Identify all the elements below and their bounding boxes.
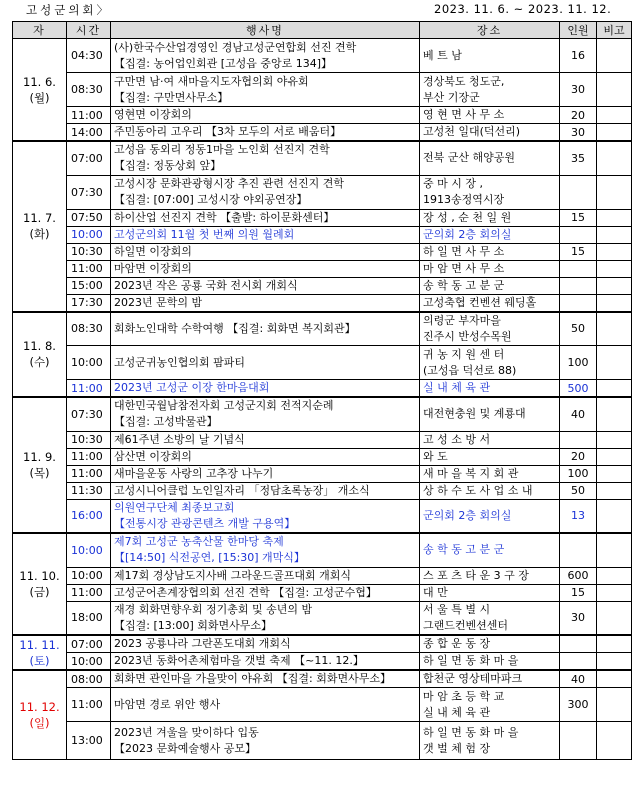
event-place bbox=[420, 107, 560, 124]
event-name bbox=[111, 397, 420, 431]
event-name bbox=[111, 499, 420, 533]
event-place bbox=[420, 141, 560, 175]
event-name-line: 2023 공룡나라 그란폰도대회 개회식 bbox=[114, 637, 291, 650]
event-place bbox=[420, 653, 560, 671]
event-time: 11:00 bbox=[67, 448, 111, 465]
event-name-line: 고성시장 문화관광형시장 추진 관련 선진지 견학 bbox=[114, 177, 345, 190]
event-place-line: 군의회 2층 회의실 bbox=[423, 508, 512, 522]
org-title: 고성군의회〉 bbox=[26, 3, 112, 17]
event-place bbox=[420, 688, 560, 722]
table-row bbox=[13, 124, 632, 142]
event-place bbox=[420, 380, 560, 398]
event-name bbox=[111, 226, 420, 243]
event-place bbox=[420, 260, 560, 277]
event-name-line: 고성군귀농인협의회 팜파티 bbox=[114, 355, 246, 369]
event-place-line: 전북 군산 해양공원 bbox=[423, 151, 516, 165]
event-place-line: 실 내 체 육 관 bbox=[423, 705, 491, 719]
table-row bbox=[13, 653, 632, 671]
event-place bbox=[420, 499, 560, 533]
attendee-count bbox=[560, 533, 597, 567]
attendee-count: 40 bbox=[560, 670, 597, 688]
table-row bbox=[13, 533, 632, 567]
attendee-count: 13 bbox=[560, 499, 597, 533]
note-cell bbox=[597, 670, 632, 688]
event-place-line: 영 현 면 사 무 소 bbox=[423, 108, 505, 121]
event-place bbox=[420, 209, 560, 226]
table-row bbox=[13, 39, 632, 73]
table-row bbox=[13, 73, 632, 107]
event-name bbox=[111, 670, 420, 688]
event-place-line: 고성천 일대(덕선리) bbox=[423, 125, 521, 138]
event-name-line: 의원연구단체 최종보고회 bbox=[114, 500, 235, 514]
event-time: 11:30 bbox=[67, 482, 111, 499]
event-place-line: 부산 기장군 bbox=[423, 90, 480, 104]
event-place bbox=[420, 670, 560, 688]
day-weekday: (금) bbox=[29, 585, 50, 599]
note-cell bbox=[597, 294, 632, 312]
day-weekday: (목) bbox=[29, 466, 50, 480]
event-place-line: 의령군 부자마을 bbox=[423, 313, 501, 327]
event-name-line: 2023년 문학의 밤 bbox=[114, 295, 203, 309]
event-place-line: 군의회 2층 회의실 bbox=[423, 227, 512, 241]
day-date: 11. 8. bbox=[23, 339, 56, 354]
event-place-line: 그랜드컨벤션센터 bbox=[423, 618, 509, 632]
event-place-line: 송 학 동 고 분 군 bbox=[423, 543, 505, 557]
event-name-line: 하이산업 선진지 견학 【출발: 하이문화센터】 bbox=[114, 210, 335, 224]
note-cell bbox=[597, 141, 632, 175]
event-place bbox=[420, 124, 560, 142]
event-time: 11:00 bbox=[67, 584, 111, 601]
note-cell bbox=[597, 448, 632, 465]
note-cell bbox=[597, 482, 632, 499]
event-place bbox=[420, 601, 560, 635]
event-name bbox=[111, 722, 420, 760]
col-event-header: 행사명 bbox=[111, 22, 420, 39]
event-place-line: 서 울 특 별 시 bbox=[423, 602, 491, 616]
table-row bbox=[13, 260, 632, 277]
event-place bbox=[420, 567, 560, 584]
event-place-line: 경상북도 청도군, bbox=[423, 74, 505, 88]
note-cell bbox=[597, 277, 632, 294]
table-row bbox=[13, 397, 632, 431]
event-name-line: 【[14:50] 식전공연, [15:30] 개막식】 bbox=[114, 551, 305, 565]
event-name bbox=[111, 277, 420, 294]
day-weekday: (일) bbox=[29, 716, 50, 730]
attendee-count: 300 bbox=[560, 688, 597, 722]
event-time: 11:00 bbox=[67, 688, 111, 722]
note-cell bbox=[597, 653, 632, 671]
attendee-count: 20 bbox=[560, 448, 597, 465]
event-name-line: 【집결: 구만면사무소】 bbox=[114, 90, 229, 104]
event-name-line: 【집결: [13:00] 회화면사무소】 bbox=[114, 618, 272, 632]
event-place-line: 하 일 면 동 화 마 을 bbox=[423, 654, 519, 667]
attendee-count bbox=[560, 277, 597, 294]
event-name bbox=[111, 567, 420, 584]
event-place-line: 중 마 시 장 , bbox=[423, 177, 483, 190]
attendee-count: 16 bbox=[560, 39, 597, 73]
event-place bbox=[420, 346, 560, 380]
event-name-line: 제61주년 소방의 날 기념식 bbox=[114, 432, 245, 446]
event-place-line: 대전현충원 및 계룡대 bbox=[423, 407, 526, 421]
attendee-count: 100 bbox=[560, 346, 597, 380]
event-time: 08:30 bbox=[67, 312, 111, 346]
col-day-header: 자 bbox=[13, 22, 67, 39]
event-place bbox=[420, 722, 560, 760]
attendee-count bbox=[560, 653, 597, 671]
table-row bbox=[13, 482, 632, 499]
event-place-line: 송 학 동 고 분 군 bbox=[423, 278, 505, 292]
event-place bbox=[420, 431, 560, 448]
event-place bbox=[420, 294, 560, 312]
event-place bbox=[420, 312, 560, 346]
day-date: 11. 9. bbox=[23, 450, 56, 464]
event-time: 11:00 bbox=[67, 260, 111, 277]
event-name bbox=[111, 601, 420, 635]
event-name bbox=[111, 39, 420, 73]
day-date: 11. 7. bbox=[23, 211, 56, 226]
event-name bbox=[111, 448, 420, 465]
attendee-count: 30 bbox=[560, 601, 597, 635]
attendee-count: 35 bbox=[560, 141, 597, 175]
event-name-line: 고성읍 동외리 정동1마을 노인회 선진지 견학 bbox=[114, 143, 330, 157]
event-name-line: 고성시니어클럽 노인일자리 「정담초록농장」 개소식 bbox=[114, 483, 370, 497]
event-time: 17:30 bbox=[67, 294, 111, 312]
event-time: 10:00 bbox=[67, 226, 111, 243]
event-name-line: 대한민국월남참전자회 고성군지회 전적지순례 bbox=[114, 399, 334, 413]
col-count-header: 인원 bbox=[560, 22, 597, 39]
event-time: 10:30 bbox=[67, 431, 111, 448]
event-name-line: 고성군의회 11월 첫 번째 의원 월례회 bbox=[114, 227, 295, 241]
event-name bbox=[111, 312, 420, 346]
event-time: 07:00 bbox=[67, 635, 111, 653]
note-cell bbox=[597, 312, 632, 346]
attendee-count bbox=[560, 260, 597, 277]
event-place-line: 마 암 면 사 무 소 bbox=[423, 261, 505, 275]
table-row bbox=[13, 635, 632, 653]
attendee-count: 15 bbox=[560, 243, 597, 260]
event-name bbox=[111, 465, 420, 482]
event-time: 18:00 bbox=[67, 601, 111, 635]
attendee-count: 500 bbox=[560, 380, 597, 398]
day-cell bbox=[13, 312, 67, 398]
event-name-line: 주민동아리 고우리 【3차 모두의 서로 배움터】 bbox=[114, 125, 342, 138]
event-place-line: 와 도 bbox=[423, 449, 448, 463]
note-cell bbox=[597, 397, 632, 431]
event-name bbox=[111, 380, 420, 398]
event-time: 10:00 bbox=[67, 533, 111, 567]
day-cell bbox=[13, 397, 67, 533]
table-row bbox=[13, 722, 632, 760]
event-name-line: 【집결: [07:00] 고성시장 야외공연장】 bbox=[114, 193, 308, 206]
event-time: 08:30 bbox=[67, 73, 111, 107]
event-place bbox=[420, 39, 560, 73]
note-cell bbox=[597, 584, 632, 601]
event-time: 10:00 bbox=[67, 567, 111, 584]
event-time: 07:30 bbox=[67, 175, 111, 209]
event-name-line: 【집결: 고성박물관】 bbox=[114, 415, 218, 429]
note-cell bbox=[597, 124, 632, 142]
note-cell bbox=[597, 209, 632, 226]
event-place bbox=[420, 533, 560, 567]
note-cell bbox=[597, 465, 632, 482]
event-name-line: 2023년 고성군 이장 한마음대회 bbox=[114, 381, 270, 394]
event-name bbox=[111, 294, 420, 312]
event-name-line: 제17회 경상남도지사배 그라운드골프대회 개회식 bbox=[114, 568, 352, 582]
event-time: 10:30 bbox=[67, 243, 111, 260]
event-name bbox=[111, 175, 420, 209]
attendee-count: 50 bbox=[560, 312, 597, 346]
attendee-count bbox=[560, 431, 597, 448]
event-place bbox=[420, 243, 560, 260]
note-cell bbox=[597, 601, 632, 635]
event-name bbox=[111, 346, 420, 380]
attendee-count: 15 bbox=[560, 209, 597, 226]
attendee-count: 50 bbox=[560, 482, 597, 499]
event-place-line: 진주시 반성수목원 bbox=[423, 329, 512, 343]
event-place-line: 장 성 , 순 천 일 원 bbox=[423, 210, 512, 224]
day-date: 11. 10. bbox=[19, 569, 60, 583]
event-name-line: 2023년 작은 공룡 국화 전시회 개회식 bbox=[114, 278, 298, 292]
event-place-line: 하 일 면 사 무 소 bbox=[423, 244, 505, 258]
note-cell bbox=[597, 431, 632, 448]
table-row bbox=[13, 346, 632, 380]
event-place-line: 마 암 초 등 학 교 bbox=[423, 689, 505, 703]
note-cell bbox=[597, 260, 632, 277]
day-cell bbox=[13, 635, 67, 670]
event-name-line: (사)한국수산업경영인 경남고성군연합회 선진 견학 bbox=[114, 40, 357, 54]
event-name-line: 재경 회화면향우회 정기총회 및 송년의 밤 bbox=[114, 602, 313, 616]
event-name-line: 마암면 이장회의 bbox=[114, 261, 192, 275]
note-cell bbox=[597, 226, 632, 243]
attendee-count: 40 bbox=[560, 397, 597, 431]
event-time: 10:00 bbox=[67, 653, 111, 671]
note-cell bbox=[597, 107, 632, 124]
page-header bbox=[0, 0, 640, 22]
event-name bbox=[111, 260, 420, 277]
event-name bbox=[111, 431, 420, 448]
attendee-count: 30 bbox=[560, 73, 597, 107]
event-place bbox=[420, 73, 560, 107]
event-place-line: 상 하 수 도 사 업 소 내 bbox=[423, 483, 533, 497]
event-name-line: 2023년 동화어촌체험마을 갯벌 축제 【~11. 12.】 bbox=[114, 654, 364, 667]
event-name bbox=[111, 482, 420, 499]
attendee-count bbox=[560, 722, 597, 760]
event-name-line: 회화면 관인마을 가을맞이 야유회 【집결: 회화면사무소】 bbox=[114, 672, 391, 685]
table-row bbox=[13, 670, 632, 688]
table-row bbox=[13, 431, 632, 448]
event-name-line: 【2023 문화예술행사 공모】 bbox=[114, 741, 256, 755]
col-time-header: 시간 bbox=[67, 22, 111, 39]
event-place bbox=[420, 226, 560, 243]
event-name-line: 하일면 이장회의 bbox=[114, 244, 192, 258]
day-weekday: (월) bbox=[29, 90, 50, 105]
event-name-line: 【집결: 농어업인회관 [고성읍 중앙로 134]】 bbox=[114, 56, 333, 70]
note-cell bbox=[597, 635, 632, 653]
event-place-line: 1913송정역시장 bbox=[423, 193, 505, 206]
event-place-line: 새 마 을 복 지 회 관 bbox=[423, 466, 519, 480]
event-time: 04:30 bbox=[67, 39, 111, 73]
event-name bbox=[111, 243, 420, 260]
event-place-line: 합천군 영상테마파크 bbox=[423, 672, 523, 685]
event-name bbox=[111, 209, 420, 226]
day-weekday: (수) bbox=[29, 355, 50, 370]
event-name-line: 고성군어촌계장협의회 선진 견학 【집결: 고성군수협】 bbox=[114, 585, 377, 599]
event-name bbox=[111, 141, 420, 175]
note-cell bbox=[597, 688, 632, 722]
event-place-line: 대 만 bbox=[423, 585, 448, 599]
event-name-line: 마암면 경로 위안 행사 bbox=[114, 697, 221, 711]
event-time: 10:00 bbox=[67, 346, 111, 380]
event-time: 15:00 bbox=[67, 277, 111, 294]
note-cell bbox=[597, 175, 632, 209]
event-time: 11:00 bbox=[67, 380, 111, 398]
col-note-header: 비고 bbox=[597, 22, 632, 39]
event-place bbox=[420, 584, 560, 601]
event-name-line: 영현면 이장회의 bbox=[114, 108, 192, 121]
event-name-line: 삼산면 이장회의 bbox=[114, 449, 192, 463]
event-name-line: 2023년 겨울을 맞이하다 입동 bbox=[114, 725, 259, 739]
event-place-line: 고성축협 컨벤션 웨딩홀 bbox=[423, 295, 537, 309]
attendee-count bbox=[560, 294, 597, 312]
note-cell bbox=[597, 346, 632, 380]
table-row bbox=[13, 448, 632, 465]
table-row bbox=[13, 499, 632, 533]
table-row bbox=[13, 107, 632, 124]
event-place bbox=[420, 397, 560, 431]
day-cell bbox=[13, 670, 67, 760]
event-time: 08:00 bbox=[67, 670, 111, 688]
event-time: 13:00 bbox=[67, 722, 111, 760]
event-name bbox=[111, 584, 420, 601]
event-place-line: 종 합 운 동 장 bbox=[423, 637, 491, 650]
event-name bbox=[111, 73, 420, 107]
event-time: 16:00 bbox=[67, 499, 111, 533]
note-cell bbox=[597, 380, 632, 398]
event-name bbox=[111, 635, 420, 653]
event-name bbox=[111, 107, 420, 124]
table-row bbox=[13, 380, 632, 398]
table-row bbox=[13, 688, 632, 722]
event-place-line: 고 성 소 방 서 bbox=[423, 432, 491, 446]
event-place bbox=[420, 277, 560, 294]
event-place bbox=[420, 175, 560, 209]
event-place-line: (고성읍 덕선로 88) bbox=[423, 363, 517, 377]
day-date: 11. 6. bbox=[23, 74, 56, 89]
table-row bbox=[13, 243, 632, 260]
day-cell bbox=[13, 141, 67, 312]
event-time: 07:50 bbox=[67, 209, 111, 226]
attendee-count bbox=[560, 226, 597, 243]
note-cell bbox=[597, 39, 632, 73]
table-row bbox=[13, 277, 632, 294]
event-name bbox=[111, 688, 420, 722]
table-row bbox=[13, 584, 632, 601]
day-cell bbox=[13, 39, 67, 142]
table-row bbox=[13, 141, 632, 175]
event-time: 11:00 bbox=[67, 465, 111, 482]
table-row bbox=[13, 465, 632, 482]
event-name-line: 회화노인대학 수학여행 【집결: 회화면 복지회관】 bbox=[114, 321, 356, 335]
attendee-count: 600 bbox=[560, 567, 597, 584]
table-row bbox=[13, 312, 632, 346]
table-row bbox=[13, 601, 632, 635]
table-row bbox=[13, 567, 632, 584]
event-name-line: 【전통시장 관광콘텐츠 개발 구용역】 bbox=[114, 516, 296, 530]
schedule-body bbox=[13, 39, 632, 760]
table-row bbox=[13, 209, 632, 226]
event-name-line: 새마을운동 사랑의 고추장 나누기 bbox=[114, 466, 274, 480]
event-place-line: 귀 농 지 원 센 터 bbox=[423, 347, 505, 361]
col-place-header: 장소 bbox=[420, 22, 560, 39]
attendee-count bbox=[560, 635, 597, 653]
note-cell bbox=[597, 567, 632, 584]
event-place bbox=[420, 465, 560, 482]
attendee-count: 100 bbox=[560, 465, 597, 482]
event-name-line: 제7회 고성군 농축산물 한마당 축제 bbox=[114, 535, 284, 549]
event-name bbox=[111, 533, 420, 567]
event-place bbox=[420, 448, 560, 465]
table-header-row bbox=[13, 22, 632, 39]
attendee-count: 15 bbox=[560, 584, 597, 601]
day-weekday: (화) bbox=[29, 227, 50, 242]
event-time: 07:30 bbox=[67, 397, 111, 431]
event-name bbox=[111, 124, 420, 142]
attendee-count: 20 bbox=[560, 107, 597, 124]
event-time: 11:00 bbox=[67, 107, 111, 124]
event-place bbox=[420, 635, 560, 653]
event-place bbox=[420, 482, 560, 499]
table-row bbox=[13, 175, 632, 209]
event-time: 14:00 bbox=[67, 124, 111, 142]
event-time: 07:00 bbox=[67, 141, 111, 175]
event-name bbox=[111, 653, 420, 671]
event-place-line: 실 내 체 육 관 bbox=[423, 381, 491, 394]
note-cell bbox=[597, 533, 632, 567]
event-place-line: 스 포 츠 타 운 3 구 장 bbox=[423, 568, 529, 582]
note-cell bbox=[597, 722, 632, 760]
table-row bbox=[13, 226, 632, 243]
attendee-count: 30 bbox=[560, 124, 597, 142]
event-place-line: 베 트 남 bbox=[423, 48, 462, 62]
event-name-line: 【집결: 정동상회 앞】 bbox=[114, 159, 222, 173]
day-weekday: (토) bbox=[29, 653, 50, 668]
day-date: 11. 11. bbox=[19, 637, 60, 652]
event-place-line: 갯 벌 체 험 장 bbox=[423, 741, 491, 755]
table-row bbox=[13, 294, 632, 312]
schedule-table bbox=[12, 21, 632, 760]
event-place-line: 하 일 면 동 화 마 을 bbox=[423, 725, 519, 739]
day-date: 11. 12. bbox=[19, 700, 60, 714]
note-cell bbox=[597, 243, 632, 260]
attendee-count bbox=[560, 175, 597, 209]
event-name-line: 구만면 남·여 새마을지도자협의회 야유회 bbox=[114, 74, 309, 88]
note-cell bbox=[597, 73, 632, 107]
period-range: 2023. 11. 6. ~ 2023. 11. 12. bbox=[434, 2, 612, 16]
note-cell bbox=[597, 499, 632, 533]
day-cell bbox=[13, 533, 67, 635]
